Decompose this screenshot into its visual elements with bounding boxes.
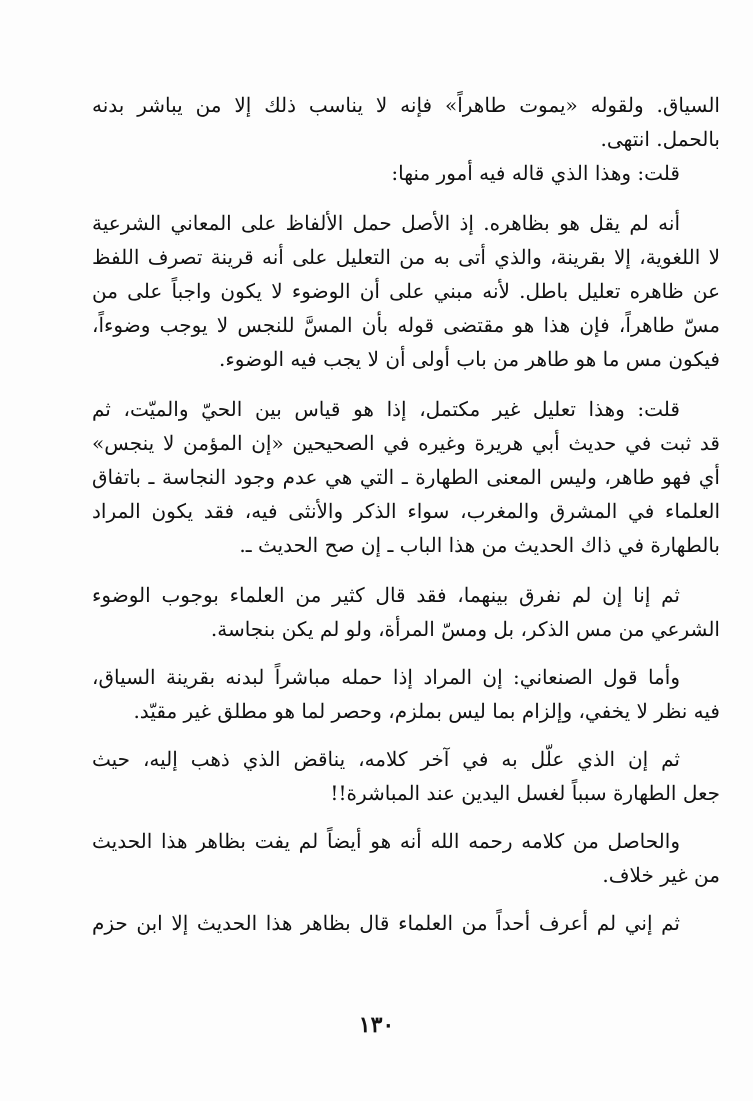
text-line: الشرعي من مس الذكر، بل ومسّ المرأة، ولو لم يكن بنجاسة. — [210, 617, 720, 641]
page-number: ١٣٠ — [358, 1012, 395, 1038]
paragraph-3 — [92, 206, 720, 376]
text-line: وأما قول الصنعاني: إن المراد إذا حمله مباشراً لبدنه بقرينة السياق، — [92, 665, 680, 689]
text-line: ثم إني لم أعرف أحداً من العلماء قال بظاهر هذا الحديث إلا ابن حزم — [92, 911, 680, 935]
text-line: جعل الطهارة سبباً لغسل اليدين عند المباشرة!! — [330, 781, 720, 805]
text-line: أي فهو طاهر، وليس المعنى الطهارة ـ التي هي عدم وجود النجاسة ـ باتفاق — [92, 465, 720, 489]
paragraph-8 — [92, 824, 720, 892]
text-line: السياق. ولقوله «يموت طاهراً» فإنه لا يناسب ذلك إلا من يباشر بدنه — [92, 93, 720, 117]
text-line: والحاصل من كلامه رحمه الله أنه هو أيضاً لم يفت بظاهر هذا الحديث — [92, 829, 680, 853]
paragraph-9 — [92, 906, 720, 940]
text-line: فيكون مس ما هو طاهر من باب أولى أن لا يجب فيه الوضوء. — [219, 347, 720, 371]
text-line: فيه نظر لا يخفي، وإلزام بما ليس بملزم، وحصر لما هو مطلق غير مقيّد. — [133, 699, 720, 723]
text-line: عن ظاهره تعليل باطل. لأنه مبني على أن الوضوء لا يكون واجباً على من — [92, 279, 720, 303]
text-line: أنه لم يقل هو بظاهره. إذ الأصل حمل الألفاظ على المعاني الشرعية — [92, 211, 680, 235]
text-line: من غير خلاف. — [602, 863, 720, 887]
paragraph-7 — [92, 742, 720, 810]
text-line: بالطهارة في ذاك الحديث من هذا الباب ـ إن صح الحديث ـ. — [239, 533, 720, 557]
text-line: ثم إنا إن لم نفرق بينهما، فقد قال كثير من العلماء بوجوب الوضوء — [92, 583, 680, 607]
text-line: مسّ طاهراً، فإن هذا هو مقتضى قوله بأن المسَّ للنجس لا يوجب وضوءاً، — [92, 313, 720, 337]
paragraph-5 — [92, 578, 720, 646]
page-body — [92, 88, 720, 940]
text-line: بالحمل. انتهى. — [600, 127, 720, 151]
text-line: قلت: وهذا الذي قاله فيه أمور منها: — [391, 161, 680, 185]
text-line: لا اللغوية، إلا بقرينة، والذي أتى به من التعليل على أنه قرينة تصرف اللفظ — [92, 245, 720, 269]
paragraph-2 — [92, 156, 720, 190]
text-line: ثم إن الذي علّل به في آخر كلامه، يناقض الذي ذهب إليه، حيث — [92, 747, 680, 771]
text-line: قلت: وهذا تعليل غير مكتمل، إذا هو قياس بين الحيّ والميّت، ثم — [92, 397, 680, 421]
paragraph-1 — [92, 88, 720, 156]
paragraph-4 — [92, 392, 720, 562]
text-line: قد ثبت في حديث أبي هريرة وغيره في الصحيحين «إن المؤمن لا ينجس» — [92, 431, 720, 455]
paragraph-6 — [92, 660, 720, 728]
text-line: العلماء في المشرق والمغرب، سواء الذكر والأنثى فيه، فقد يكون المراد — [92, 499, 720, 523]
